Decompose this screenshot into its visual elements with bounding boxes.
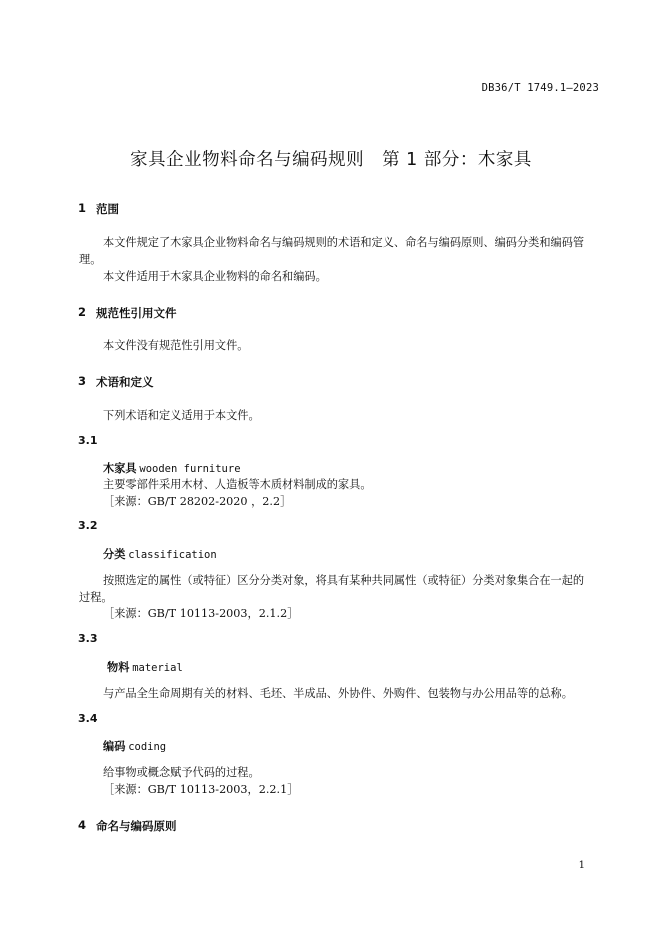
definition: 主要零部件采用木材、人造板等木质材料制成的家具。 — [103, 478, 372, 491]
page-number: 1 — [578, 860, 585, 871]
section-number: 4 — [78, 818, 87, 832]
term-zh: 物料 — [107, 661, 130, 674]
clause-number: 3.3 — [78, 632, 98, 645]
definition-line: 过程。 — [79, 591, 113, 604]
term-entry — [103, 460, 241, 476]
clause-number: 3.1 — [78, 434, 98, 447]
document-code: DB36/T 1749.1—2023 — [481, 82, 599, 94]
section-heading: 命名与编码原则 — [96, 819, 177, 833]
term-zh: 木家具 — [103, 462, 137, 475]
term-entry — [107, 659, 183, 675]
definition-line: 按照选定的属性（或特征）区分分类对象，将具有某种共同属性（或特征）分类对象集合在一起的 — [103, 574, 585, 587]
clause-number: 3.4 — [78, 712, 98, 725]
term-entry — [103, 546, 217, 562]
section-number: 1 — [78, 201, 87, 215]
paragraph: 下列术语和定义适用于本文件。 — [103, 409, 260, 422]
section-number: 3 — [78, 374, 87, 388]
clause-number: 3.2 — [78, 519, 98, 532]
definition: 给事物或概念赋予代码的过程。 — [103, 766, 260, 779]
term-entry — [103, 738, 166, 754]
paragraph-line: 理。 — [79, 253, 102, 266]
term-en: material — [132, 662, 183, 674]
term-zh: 编码 — [103, 740, 126, 753]
term-en: wooden furniture — [139, 463, 241, 475]
definition: 与产品全生命周期有关的材料、毛坯、半成品、外协件、外购件、包装物与办公用品等的总称。 — [103, 687, 573, 700]
section-heading: 范围 — [96, 202, 119, 216]
source-note: ［来源：GB/T 10113-2003，2.1.2］ — [103, 607, 299, 620]
term-en: coding — [128, 741, 167, 753]
source-note: ［来源：GB/T 28202-2020 ，2.2］ — [103, 495, 292, 508]
section-heading: 术语和定义 — [96, 375, 154, 389]
section-heading: 规范性引用文件 — [96, 306, 177, 320]
paragraph: 本文件适用于木家具企业物料的命名和编码。 — [103, 270, 327, 283]
term-en: classification — [128, 549, 217, 561]
paragraph-line: 本文件规定了木家具企业物料命名与编码规则的术语和定义、命名与编码原则、编码分类和编码管 — [103, 236, 585, 249]
paragraph: 本文件没有规范性引用文件。 — [103, 339, 249, 352]
source-note: ［来源：GB/T 10113-2003，2.2.1］ — [103, 783, 299, 796]
term-zh: 分类 — [103, 548, 126, 561]
section-number: 2 — [78, 305, 87, 319]
document-title: 家具企业物料命名与编码规则 第 1 部分：木家具 — [130, 150, 532, 170]
